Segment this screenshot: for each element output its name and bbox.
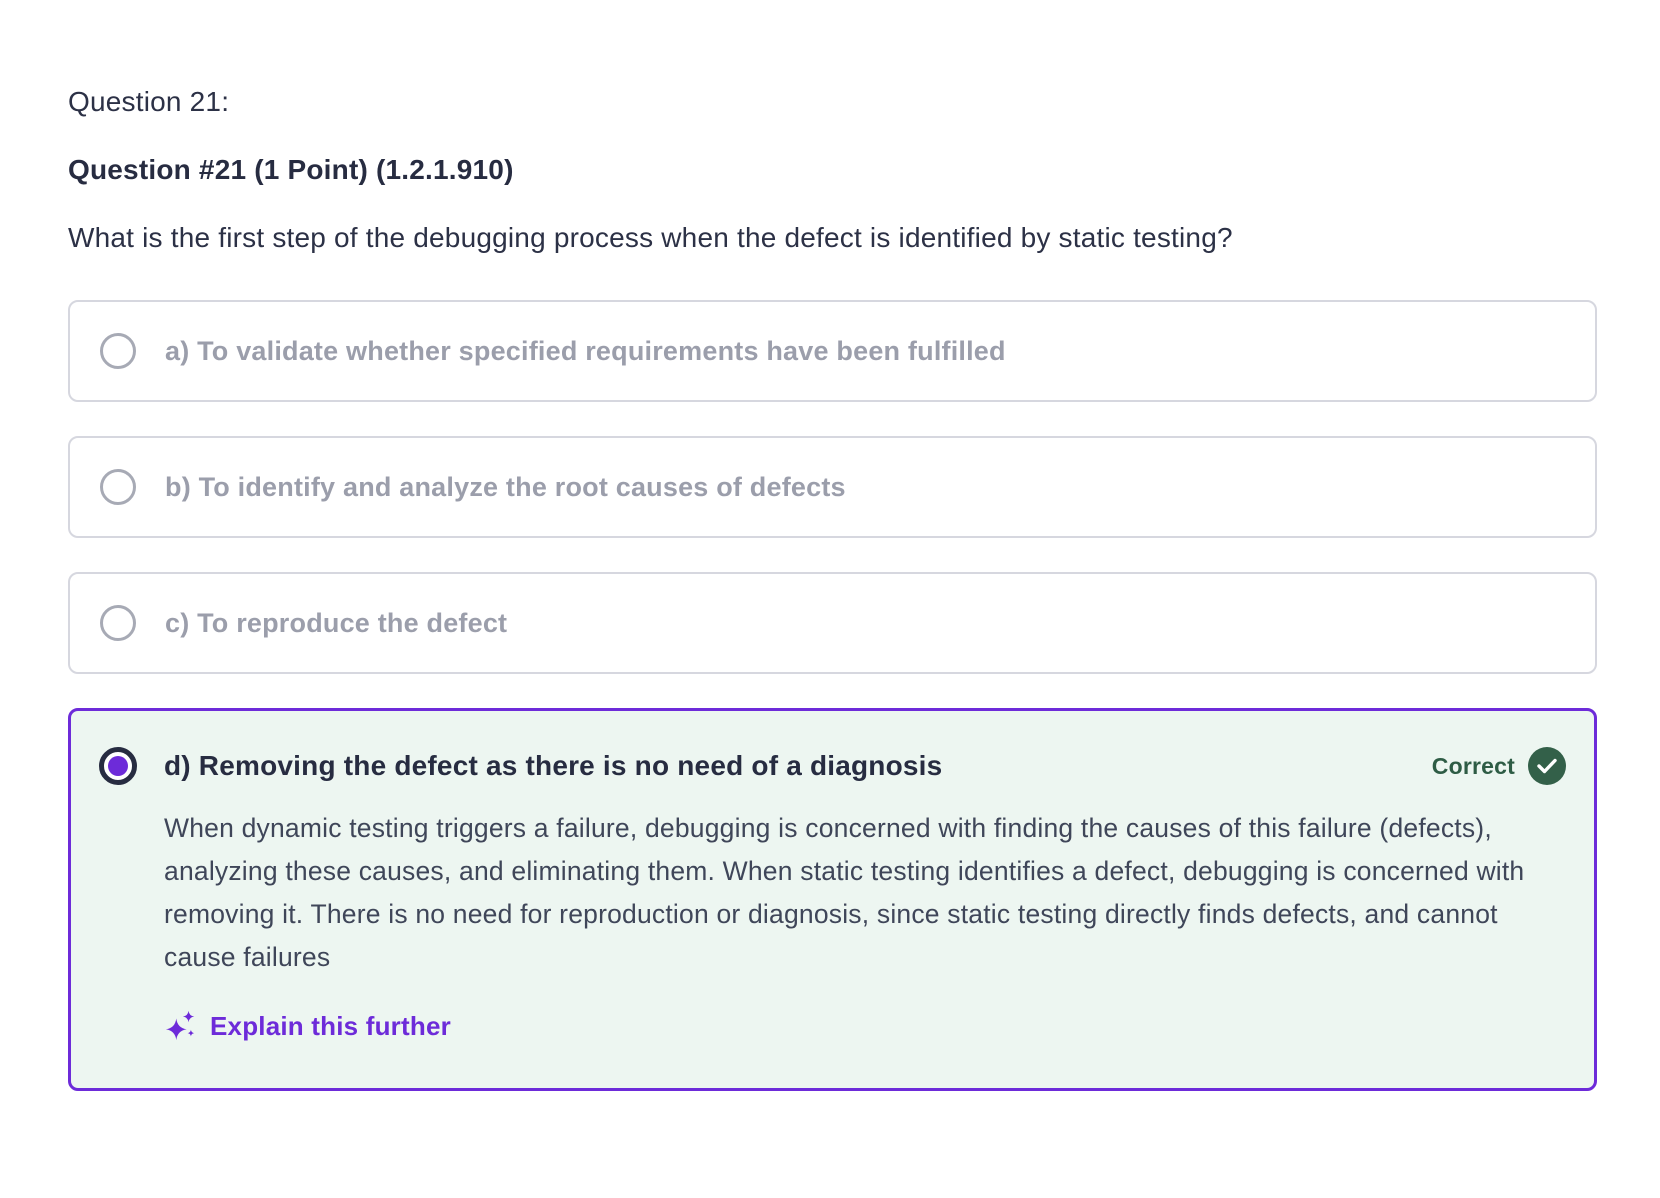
answer-option-c[interactable] bbox=[68, 572, 1597, 674]
question-text: What is the first step of the debugging process when the defect is identified by static testing? bbox=[68, 222, 1233, 253]
radio-unselected-icon[interactable] bbox=[100, 469, 136, 505]
answer-options-list bbox=[68, 300, 1597, 1091]
answer-option-label: b) To identify and analyze the root causes of defects bbox=[165, 471, 846, 502]
question-number-label: Question 21: bbox=[68, 86, 230, 117]
answer-option-a[interactable] bbox=[68, 300, 1597, 402]
question-title: Question #21 (1 Point) (1.2.1.910) bbox=[68, 154, 514, 185]
answer-explanation: When dynamic testing triggers a failure, debugging is concerned with finding the causes of this failure (defects), analyzing these causes, and eliminating them. When static testing identifies a defect, debugging is concerned with removing it. There is no need for reproduction or diagnosis, since static testing directly finds defects, and cannot cause failures bbox=[164, 813, 1525, 972]
sparkles-icon bbox=[164, 1009, 198, 1043]
answer-option-label: c) To reproduce the defect bbox=[165, 607, 508, 638]
selected-answer-header bbox=[99, 747, 1568, 785]
check-circle-icon bbox=[1528, 747, 1566, 785]
radio-selected-icon[interactable] bbox=[99, 747, 137, 785]
answer-option-d-selected[interactable] bbox=[68, 708, 1597, 1091]
answer-option-b[interactable] bbox=[68, 436, 1597, 538]
correct-status-badge bbox=[1432, 747, 1566, 785]
answer-option-label: a) To validate whether specified requirements have been fulfilled bbox=[165, 335, 1006, 366]
explain-further-button[interactable] bbox=[164, 1009, 451, 1043]
selected-answer-label: d) Removing the defect as there is no need of a diagnosis bbox=[164, 750, 943, 781]
correct-status-label: Correct bbox=[1431, 752, 1515, 779]
radio-unselected-icon[interactable] bbox=[100, 605, 136, 641]
radio-unselected-icon[interactable] bbox=[100, 333, 136, 369]
explain-further-label: Explain this further bbox=[210, 1010, 451, 1041]
